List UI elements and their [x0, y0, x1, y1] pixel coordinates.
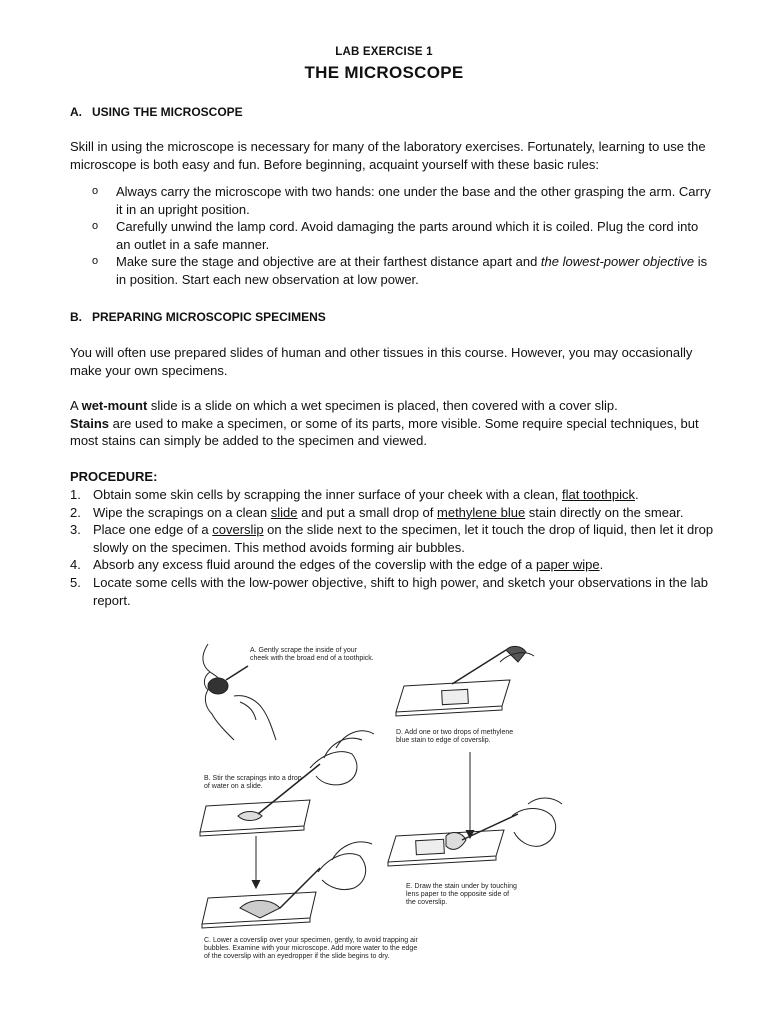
caption-d-line-1: D. Add one or two drops of methylene — [396, 729, 514, 736]
procedure-step — [70, 486, 718, 504]
step-text: on the slide next to the specimen, let it touch the drop of liquid, then let it drop slowly on the specimen. This method avoids forming air bubbles. — [93, 522, 714, 555]
caption-b-line-2: of water on a slide. — [204, 783, 263, 790]
section-a-title: USING THE MICROSCOPE — [92, 105, 243, 119]
term-coverslip: coverslip — [212, 522, 264, 538]
step-number: 4. — [70, 557, 81, 573]
lower-coverslip-drawing — [202, 842, 372, 928]
lab-exercise-label: LAB EXERCISE 1 — [335, 46, 433, 58]
para-text: are used to make a specimen, or some of its parts, more visible. Some require special techniques, but most stains can simply be added to the specimen and viewed. — [70, 415, 699, 449]
rule-item — [70, 253, 715, 288]
rule-item — [70, 218, 715, 253]
caption-e-line-1: E. Draw the stain under by touching — [406, 883, 517, 890]
step-number: 5. — [70, 574, 81, 590]
section-a-letter: A. — [70, 105, 82, 119]
term-paper-wipe: paper wipe — [536, 557, 600, 573]
step-text: and put a small drop of — [297, 504, 438, 520]
para-text: A — [70, 398, 82, 413]
section-b-title: PREPARING MICROSCOPIC SPECIMENS — [92, 310, 326, 324]
bullet-marker: o — [92, 185, 99, 197]
caption-b-line-1: B. Stir the scrapings into a drop — [204, 775, 302, 782]
term-stains: Stains — [70, 415, 110, 431]
wet-mount-illustration — [190, 636, 580, 966]
step-text: . — [599, 557, 604, 573]
caption-c-line-1: C. Lower a coverslip over your specimen, gently, to avoid trapping air — [204, 937, 418, 944]
microscope-rules-list — [70, 183, 715, 289]
section-a-heading — [70, 104, 243, 122]
step-text: Locate some cells with the low-power objective, shift to high power, and sketch your observations in the lab report. — [93, 574, 708, 608]
term-methylene-blue: methylene blue — [437, 504, 526, 520]
draw-stain-drawing — [388, 798, 562, 866]
procedure-step — [70, 574, 718, 609]
caption-e-line-3: the coverslip. — [406, 899, 448, 906]
section-b-para-1: You will often use prepared slides of human and other tissues in this course. However, you may occasionally make your own specimens. — [70, 345, 693, 378]
stir-scrapings-drawing — [200, 731, 374, 888]
rule-emphasis: the lowest-power objective — [540, 254, 695, 270]
section-b-para-2 — [70, 397, 715, 450]
caption-d-line-2: blue stain to edge of coverslip. — [396, 737, 491, 744]
page-title: THE MICROSCOPE — [304, 63, 464, 82]
caption-a-line-2: cheek with the broad end of a toothpick. — [250, 655, 374, 662]
bullet-marker: o — [92, 255, 99, 268]
procedure-step — [70, 521, 718, 556]
caption-a-line-1: A. Gently scrape the inside of your — [250, 647, 357, 654]
step-text: Place one edge of a — [93, 522, 213, 538]
term-slide: slide — [270, 504, 298, 520]
section-b-heading — [70, 309, 326, 327]
term-wet-mount: wet-mount — [81, 398, 148, 413]
step-number: 3. — [70, 522, 81, 538]
procedure-step — [70, 556, 718, 574]
bullet-marker: o — [92, 220, 99, 233]
caption-c-line-3: of the coverslip with an eyedropper if the slide begins to dry. — [204, 953, 390, 960]
term-flat-toothpick: flat toothpick — [561, 487, 635, 502]
step-text: Obtain some skin cells by scrapping the inner surface of your cheek with a clean, — [93, 487, 562, 502]
rule-text-end: is in position. Start each new observation at low power. — [116, 254, 708, 287]
rule-text: Carefully unwind the lamp cord. Avoid damaging the parts around which it is coiled. Plug the cord into an outlet in a safe manner. — [116, 219, 699, 252]
caption-e-line-2: lens paper to the opposite side of — [406, 891, 510, 898]
step-text: Absorb any excess fluid around the edges of the coverslip with the edge of a — [93, 557, 536, 573]
procedure-steps — [70, 486, 718, 609]
rule-text-start: Make sure the stage and objective are at their farthest distance apart and — [116, 254, 541, 270]
section-b-letter: B. — [70, 310, 82, 324]
step-number: 2. — [70, 504, 81, 520]
step-text: Wipe the scrapings on a clean — [93, 504, 271, 520]
procedure-step — [70, 504, 718, 522]
rule-text: Always carry the microscope with two hands: one under the base and the other grasping the arm. Carry it in an upright position. — [116, 184, 711, 217]
step-text: stain directly on the smear. — [525, 504, 684, 520]
para-text: slide is a slide on which a wet specimen is placed, then covered with a cover slip. — [147, 398, 618, 413]
procedure-label: PROCEDURE: — [70, 469, 158, 484]
step-text: . — [634, 487, 639, 502]
rule-item — [70, 183, 715, 218]
caption-c-line-2: bubbles. Examine with your microscope. Add more water to the edge — [204, 945, 418, 952]
step-number: 1. — [70, 487, 81, 502]
section-a-intro: Skill in using the microscope is necessary for many of the laboratory exercises. Fortunately, learning to use the microscope is both easy and fun. Before beginning, acquaint yourself with these basic rules: — [70, 139, 706, 172]
